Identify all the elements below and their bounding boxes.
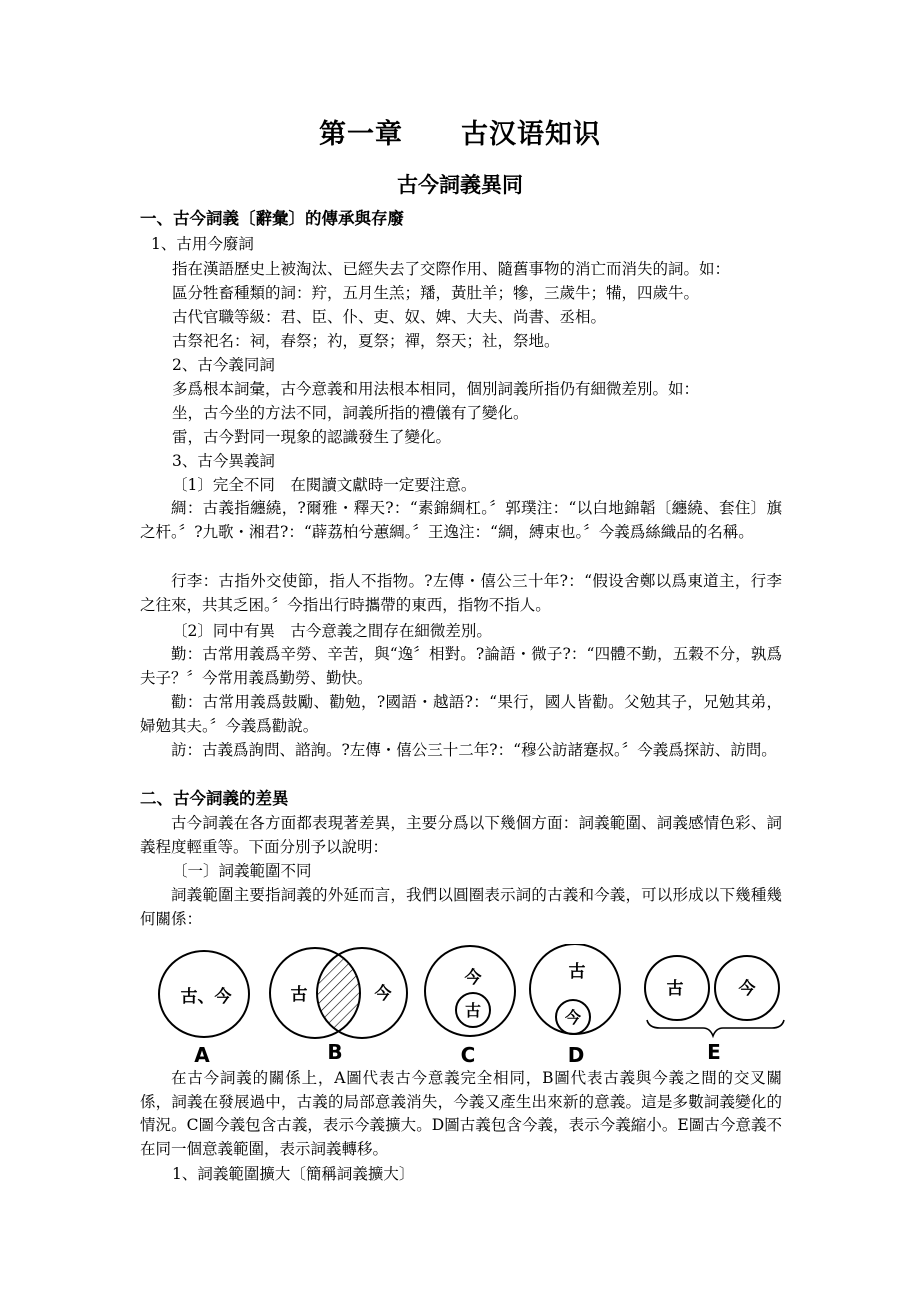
label-b: B bbox=[327, 1040, 343, 1064]
diagram-a bbox=[159, 951, 249, 1064]
paragraph-qin: 勤：古常用義爲辛勞、辛苦，與“逸〞相對。?論語・微子?：“四體不勤，五穀不分，孰爲夫子？〞今常用義爲勤勞、勤快。 bbox=[140, 645, 782, 687]
paragraph: 多爲根本詞彙，古今意義和用法根本相同，個別詞義所指仍有細微差別。如： bbox=[172, 380, 700, 398]
paragraph: 坐，古今坐的方法不同，詞義所指的禮儀有了變化。 bbox=[172, 404, 529, 422]
paragraph: 指在漢語歷史上被淘汰、已經失去了交際作用、隨舊事物的消亡而消失的詞。如： bbox=[172, 260, 731, 278]
paragraph: 古祭祀名：祠，春祭；礿，夏祭；禪，祭天；社，祭地。 bbox=[172, 332, 560, 350]
paragraph: 古今詞義在各方面都表現著差異，主要分爲以下幾個方面：詞義範圍、詞義感情色彩、詞義程度輕重等。下面分別予以說明： bbox=[140, 814, 782, 856]
label-d: D bbox=[567, 1043, 585, 1064]
paragraph: 雷，古今對同一現象的認識發生了變化。 bbox=[172, 428, 452, 446]
chapter-name: 古汉语知识 bbox=[461, 119, 601, 150]
diagram-c bbox=[425, 946, 515, 1064]
paragraph-diagram-explanation: 在古今詞義的關係上，A圖代表古今意義完全相同，B圖代表古義與今義之間的交叉關係，詞義在發展過中，古義的局部意義消失，今義又產生出來新的意義。這是多數詞義變化的情況。C圖今義包含古義，表示今義擴大。D圖古義包含今義，表示今義縮小。E圖古今意義不在同一個意義範圍，表示詞義轉移。 bbox=[140, 1069, 782, 1158]
paragraph: 〔2〕同中有異 古今意義之間存在細微差別。 bbox=[172, 622, 492, 640]
label-c-inner: 古 bbox=[464, 1001, 482, 1020]
label-c-outer: 今 bbox=[464, 968, 482, 988]
paragraph-xingli: 行李：古指外交使節，指人不指物。?左傳・僖公三十年?：“假设舍鄭以爲東道主，行李之往來，共其乏困。〞今指出行時攜帶的東西，指物不指人。 bbox=[140, 572, 782, 614]
chapter-number: 第一章 bbox=[319, 119, 403, 150]
paragraph-quan: 勸：古常用義爲鼓勵、勸勉，?國語・越語?：“果行，國人皆勸。父勉其子，兄勉其弟，婦勉其夫。〞今義爲勸說。 bbox=[140, 693, 782, 735]
label-d-outer: 古 bbox=[568, 962, 586, 982]
paragraph: 古代官職等級：君、臣、仆、吏、奴、婢、大夫、尚書、丞相。 bbox=[172, 308, 607, 326]
label-e: E bbox=[707, 1040, 721, 1064]
label-e-right: 今 bbox=[738, 979, 756, 999]
paragraph-chou: 綢：古義指纏繞，?爾雅・釋天?：“素錦綢杠。〞郭璞注：“以白地錦韜〔纏繞、套住〕旗之杆。〞?九歌・湘君?：“薜荔柏兮蕙綢。〞王逸注：“綢，縛束也。〞今義爲絲織品的名稱。 bbox=[140, 499, 782, 541]
label-b-right: 今 bbox=[374, 984, 392, 1004]
paragraph: 詞義範圍主要指詞義的外延而言，我們以圓圈表示詞的古義和今義，可以形成以下幾種幾何關係： bbox=[140, 886, 782, 928]
heading-section-2: 二、古今詞義的差異 bbox=[140, 789, 289, 808]
paragraph: 〔1〕完全不同 在閱讀文獻時一定要注意。 bbox=[172, 476, 477, 494]
subheading-3: 3、古今異義詞 bbox=[172, 452, 275, 470]
paragraph: 區分牲畜種類的詞：羜，五月生羔；羳，黃肚羊；犙，三歲牛；犕，四歲牛。 bbox=[172, 284, 700, 302]
label-e-left: 古 bbox=[666, 979, 684, 999]
word-meaning-relation-diagram bbox=[150, 944, 790, 1064]
label-a: A bbox=[194, 1043, 210, 1064]
label-a-text: 古、今 bbox=[180, 987, 232, 1007]
section-title: 古今詞義異同 bbox=[397, 172, 523, 197]
subheading: 1、詞義範圍擴大〔簡稱詞義擴大〕 bbox=[172, 1165, 415, 1183]
subheading-2: 2、古今義同詞 bbox=[172, 356, 275, 374]
label-c: C bbox=[460, 1043, 476, 1064]
chapter-title bbox=[0, 116, 920, 154]
diagram-e bbox=[645, 956, 784, 1064]
diagram-b bbox=[270, 948, 407, 1064]
subheading: 〔一〕詞義範圍不同 bbox=[172, 862, 312, 880]
diagram-d bbox=[530, 944, 620, 1064]
label-d-inner: 今 bbox=[564, 1008, 582, 1027]
circle-c-outer bbox=[425, 946, 515, 1036]
label-b-left: 古 bbox=[290, 985, 308, 1005]
subheading-1: 1、古用今廢詞 bbox=[151, 235, 254, 253]
paragraph-fang: 訪：古義爲詢問、諮詢。?左傳・僖公三十二年?：“穆公訪諸蹇叔。〞今義爲探訪、訪問。 bbox=[171, 741, 777, 759]
brace bbox=[647, 1020, 784, 1036]
heading-section-1: 一、古今詞義〔辭彙〕的傳承與存廢 bbox=[140, 209, 404, 228]
